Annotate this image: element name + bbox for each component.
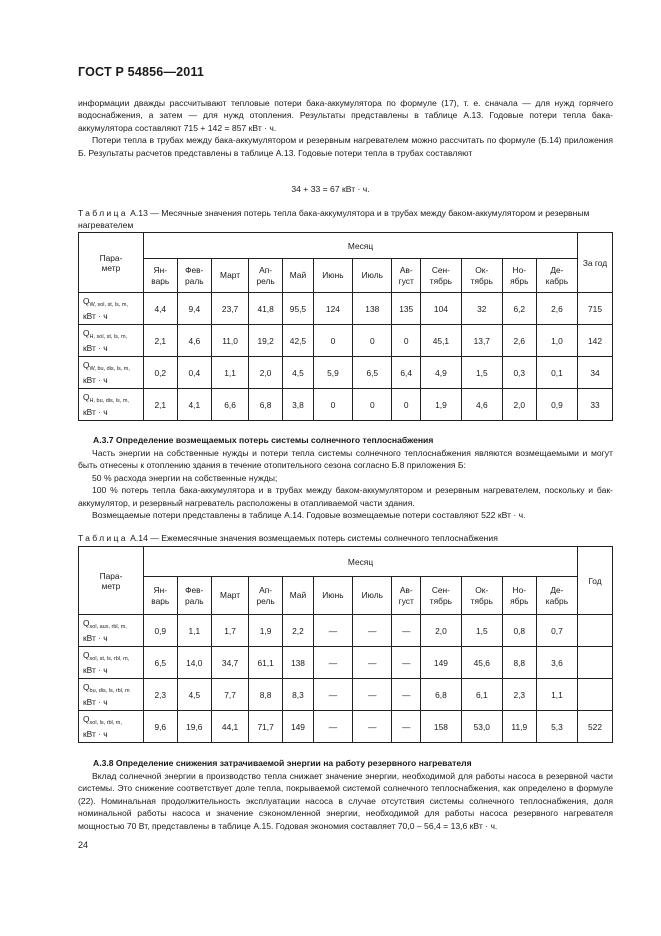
- paragraph-text: 100 % потерь тепла бака-аккумулятора и в трубах между баком-аккумулятором и резервным нагревателем, поскольку и бак-аккумулятор, и резервный нагреватель расположены в отапливаемой части здания.: [78, 485, 613, 508]
- quantity-unit: кВт · ч: [83, 664, 108, 675]
- quantity-symbol: Q: [83, 618, 90, 628]
- value-cell: 4,6: [177, 325, 211, 357]
- value-cell: 2,6: [536, 293, 577, 325]
- document-header: ГОСТ Р 54856—2011: [78, 65, 205, 79]
- value-cell: 5,3: [536, 711, 577, 743]
- paragraph-text: Вклад солнечной энергии в производство тепла снижает значение энергии, необходимой для работы насоса в резервной части системы. Это снижение соответствует доле тепла, покрываемой системой солнечного теплоснабжения, как определено в формуле (22). Номинальная продолжительность эксплуатации насоса в случае отсутствия системы солнечного теплоснабжения, доля номинальной работы насоса и значение сэкономленной энергии, необходимой для работы насоса резервного нагревателя мощностью 70 Вт, представлены в таблице А.15. Годовая экономия составляет 70,0 – 56,4 = 13,6 кВт · ч.: [78, 771, 613, 831]
- value-cell: 2,0: [249, 357, 283, 389]
- month-cell: Ап- рель: [249, 577, 283, 615]
- table-row: [79, 711, 613, 743]
- month-cell: Май: [283, 577, 314, 615]
- value-cell: 6,5: [144, 647, 178, 679]
- row-label: [79, 679, 144, 711]
- value-cell: 4,4: [144, 293, 178, 325]
- value-cell: —: [353, 647, 392, 679]
- quantity-subscript: W, bu, dis, ls, m,: [89, 366, 130, 372]
- value-cell: 1,5: [461, 615, 502, 647]
- table-row: [79, 647, 613, 679]
- value-cell: —: [392, 679, 420, 711]
- paragraph-text: 50 % расхода энергии на собственные нужды;: [92, 472, 278, 483]
- month-cell: Ян- варь: [144, 577, 178, 615]
- quantity-subscript: sol, st, ls, rbl, m,: [89, 656, 130, 662]
- paragraph-text: Возмещаемые потери представлены в таблице А.14. Годовые возмещаемые потери составляют 522 кВт · ч.: [92, 510, 526, 521]
- year-header: Год: [578, 547, 613, 615]
- row-label: [79, 325, 144, 357]
- value-cell: 19,2: [249, 325, 283, 357]
- value-cell: 2,0: [420, 615, 461, 647]
- value-cell: 0,2: [144, 357, 178, 389]
- value-cell: 4,5: [283, 357, 314, 389]
- value-cell: 7,7: [212, 679, 249, 711]
- paragraph-text: Потери тепла в трубах между бака-аккумулятором и резервным нагревателем можно рассчитать по формуле (Б.14) приложения Б. Результаты расчетов представлены в таблице А.13. Годовые потери тепла в трубах составляют: [78, 135, 613, 158]
- quantity-subscript: bu, dis, ls, rbl, m: [89, 688, 130, 694]
- quantity-subscript: H, bu, dis, ls, m,: [89, 398, 129, 404]
- section-title: А.3.8 Определение снижения затрачиваемой энергии на работу резервного нагревателя: [93, 758, 472, 768]
- year-header: За год: [578, 233, 613, 293]
- paragraph-text: Часть энергии на собственные нужды и потери тепла системы солнечного теплоснабжения являются возмещаемыми и могут быть отнесены к отоплению здания в течение отопительного сезона согласно Б.8 приложения Б:: [78, 448, 613, 471]
- month-cell: Ап- рель: [249, 259, 283, 293]
- quantity-symbol: Q: [83, 392, 90, 402]
- month-cell: Ав- густ: [392, 259, 420, 293]
- table-caption: [78, 207, 613, 231]
- value-cell: 8,8: [502, 647, 536, 679]
- value-cell: 0,7: [536, 615, 577, 647]
- table-row: [79, 293, 613, 325]
- value-cell: 5,9: [313, 357, 352, 389]
- month-cell: Март: [212, 577, 249, 615]
- quantity-unit: кВт · ч: [83, 632, 108, 643]
- value-cell: 34,7: [212, 647, 249, 679]
- month-cell: Сен- тябрь: [420, 577, 461, 615]
- value-cell: 4,6: [461, 389, 502, 421]
- quantity-symbol: Q: [83, 682, 90, 692]
- row-label: [79, 647, 144, 679]
- row-label: [79, 711, 144, 743]
- value-cell: —: [353, 679, 392, 711]
- value-cell: 0,9: [144, 615, 178, 647]
- table-row: [79, 389, 613, 421]
- value-cell: 6,4: [392, 357, 420, 389]
- value-cell: 6,1: [461, 679, 502, 711]
- table-row: [79, 615, 613, 647]
- quantity-subscript: W, sol, st, ls, m,: [89, 302, 129, 308]
- quantity-unit: кВт · ч: [83, 342, 108, 353]
- row-label: [79, 615, 144, 647]
- value-cell: —: [392, 711, 420, 743]
- value-cell: 42,5: [283, 325, 314, 357]
- month-cell: Март: [212, 259, 249, 293]
- value-cell: 522: [578, 711, 613, 743]
- month-cell: Июль: [353, 259, 392, 293]
- section-body: [78, 447, 613, 521]
- value-cell: 45,1: [420, 325, 461, 357]
- table-caption: [78, 532, 613, 544]
- quantity-subscript: H, sol, st, ls, m,: [89, 334, 128, 340]
- value-cell: 4,9: [420, 357, 461, 389]
- value-cell: 124: [313, 293, 352, 325]
- month-cell: Фев- раль: [177, 259, 211, 293]
- caption-text: А.13 — Месячные значения потерь тепла бака-аккумулятора и в трубах между баком-аккумулятором и резервным нагревателем: [78, 208, 590, 230]
- value-cell: 0,9: [536, 389, 577, 421]
- value-cell: 142: [578, 325, 613, 357]
- value-cell: 0,8: [502, 615, 536, 647]
- value-cell: 33: [578, 389, 613, 421]
- value-cell: 11,9: [502, 711, 536, 743]
- value-cell: 19,6: [177, 711, 211, 743]
- table-row: [79, 325, 613, 357]
- month-cell: Июль: [353, 577, 392, 615]
- value-cell: 2,0: [502, 389, 536, 421]
- value-cell: 6,2: [502, 293, 536, 325]
- month-header: Месяц: [144, 233, 578, 259]
- value-cell: 41,8: [249, 293, 283, 325]
- month-cell: Сен- тябрь: [420, 259, 461, 293]
- value-cell: [578, 679, 613, 711]
- value-cell: 53,0: [461, 711, 502, 743]
- value-cell: 32: [461, 293, 502, 325]
- month-cell: Ок- тябрь: [461, 577, 502, 615]
- value-cell: 4,1: [177, 389, 211, 421]
- value-cell: 34: [578, 357, 613, 389]
- month-header: Месяц: [144, 547, 578, 577]
- value-cell: 715: [578, 293, 613, 325]
- param-header: Пара- метр: [79, 233, 144, 293]
- quantity-symbol: Q: [83, 650, 90, 660]
- section-title: А.3.7 Определение возмещаемых потерь системы солнечного теплоснабжения: [93, 435, 434, 445]
- value-cell: —: [313, 647, 352, 679]
- param-header: Пара- метр: [79, 547, 144, 615]
- month-cell: Ок- тябрь: [461, 259, 502, 293]
- value-cell: 0: [392, 389, 420, 421]
- value-cell: 1,1: [212, 357, 249, 389]
- value-cell: 0,4: [177, 357, 211, 389]
- value-cell: 6,8: [420, 679, 461, 711]
- value-cell: 1,1: [536, 679, 577, 711]
- data-table: [78, 546, 613, 743]
- month-cell: Ав- густ: [392, 577, 420, 615]
- value-cell: 1,0: [536, 325, 577, 357]
- value-cell: 3,8: [283, 389, 314, 421]
- value-cell: 8,8: [249, 679, 283, 711]
- value-cell: 0,3: [502, 357, 536, 389]
- value-cell: 138: [283, 647, 314, 679]
- row-label: [79, 293, 144, 325]
- value-cell: 0: [313, 325, 352, 357]
- value-cell: 2,1: [144, 325, 178, 357]
- table-row: [79, 357, 613, 389]
- quantity-symbol: Q: [83, 296, 90, 306]
- value-cell: —: [313, 711, 352, 743]
- month-cell: Но- ябрь: [502, 259, 536, 293]
- caption-word: Таблица: [78, 208, 128, 218]
- page-number: 24: [78, 840, 89, 850]
- value-cell: 14,0: [177, 647, 211, 679]
- value-cell: 1,9: [249, 615, 283, 647]
- month-cell: Де- кабрь: [536, 577, 577, 615]
- value-cell: 1,9: [420, 389, 461, 421]
- value-cell: 61,1: [249, 647, 283, 679]
- value-cell: 2,2: [283, 615, 314, 647]
- quantity-unit: кВт · ч: [83, 310, 108, 321]
- value-cell: —: [392, 615, 420, 647]
- section-body: [78, 770, 613, 832]
- value-cell: 158: [420, 711, 461, 743]
- value-cell: —: [353, 615, 392, 647]
- month-cell: Фев- раль: [177, 577, 211, 615]
- month-row: [79, 577, 613, 615]
- value-cell: 149: [420, 647, 461, 679]
- value-cell: 0: [353, 325, 392, 357]
- quantity-symbol: Q: [83, 328, 90, 338]
- table-row: [79, 679, 613, 711]
- value-cell: 1,5: [461, 357, 502, 389]
- value-cell: 4,5: [177, 679, 211, 711]
- row-label: [79, 389, 144, 421]
- month-cell: Но- ябрь: [502, 577, 536, 615]
- value-cell: —: [392, 647, 420, 679]
- month-cell: Июнь: [313, 259, 352, 293]
- value-cell: 0: [353, 389, 392, 421]
- quantity-unit: кВт · ч: [83, 696, 108, 707]
- header-row: [79, 233, 613, 259]
- value-cell: 0,1: [536, 357, 577, 389]
- quantity-unit: кВт · ч: [83, 374, 108, 385]
- paragraph-text: информации дважды рассчитывают тепловые потери бака-аккумулятора по формуле (17), т. е. сначала — для нужд горячего водоснабжения, а затем — для нужд отопления. Результаты представлены в таблице А.13. Годовые потери тепла бака-аккумулятора составляют 715 + 142 = 857 кВт · ч.: [78, 98, 613, 133]
- value-cell: 6,5: [353, 357, 392, 389]
- value-cell: 3,6: [536, 647, 577, 679]
- quantity-unit: кВт · ч: [83, 728, 108, 739]
- value-cell: 0: [313, 389, 352, 421]
- value-cell: —: [353, 711, 392, 743]
- header-row: [79, 547, 613, 577]
- value-cell: —: [313, 615, 352, 647]
- value-cell: 1,1: [177, 615, 211, 647]
- value-cell: 6,6: [212, 389, 249, 421]
- value-cell: 13,7: [461, 325, 502, 357]
- quantity-subscript: sol, ls, rbl, m,: [89, 720, 122, 726]
- value-cell: 149: [283, 711, 314, 743]
- row-label: [79, 357, 144, 389]
- value-cell: 45,6: [461, 647, 502, 679]
- value-cell: 135: [392, 293, 420, 325]
- paragraph-intro: [78, 97, 613, 159]
- caption-text: А.14 — Ежемесячные значения возмещаемых потерь системы солнечного теплоснабжения: [127, 533, 498, 543]
- quantity-symbol: Q: [83, 714, 90, 724]
- data-table: [78, 232, 613, 421]
- value-cell: 71,7: [249, 711, 283, 743]
- quantity-symbol: Q: [83, 360, 90, 370]
- value-cell: 23,7: [212, 293, 249, 325]
- value-cell: 8,3: [283, 679, 314, 711]
- value-cell: 9,4: [177, 293, 211, 325]
- value-cell: [578, 615, 613, 647]
- value-cell: 138: [353, 293, 392, 325]
- value-cell: 11,0: [212, 325, 249, 357]
- value-cell: 2,1: [144, 389, 178, 421]
- value-cell: 104: [420, 293, 461, 325]
- value-cell: [578, 647, 613, 679]
- value-cell: 2,6: [502, 325, 536, 357]
- value-cell: 9,6: [144, 711, 178, 743]
- value-cell: 95,5: [283, 293, 314, 325]
- value-cell: —: [313, 679, 352, 711]
- value-cell: 2,3: [502, 679, 536, 711]
- month-cell: Ян- варь: [144, 259, 178, 293]
- month-row: [79, 259, 613, 293]
- month-cell: Де- кабрь: [536, 259, 577, 293]
- quantity-unit: кВт · ч: [83, 406, 108, 417]
- quantity-subscript: sol, aux, rbl, m,: [89, 624, 127, 630]
- caption-word: Таблица: [78, 533, 128, 543]
- formula: 34 + 33 = 67 кВт · ч.: [291, 184, 370, 194]
- value-cell: 2,3: [144, 679, 178, 711]
- value-cell: 6,8: [249, 389, 283, 421]
- value-cell: 0: [392, 325, 420, 357]
- month-cell: Май: [283, 259, 314, 293]
- value-cell: 44,1: [212, 711, 249, 743]
- value-cell: 1,7: [212, 615, 249, 647]
- month-cell: Июнь: [313, 577, 352, 615]
